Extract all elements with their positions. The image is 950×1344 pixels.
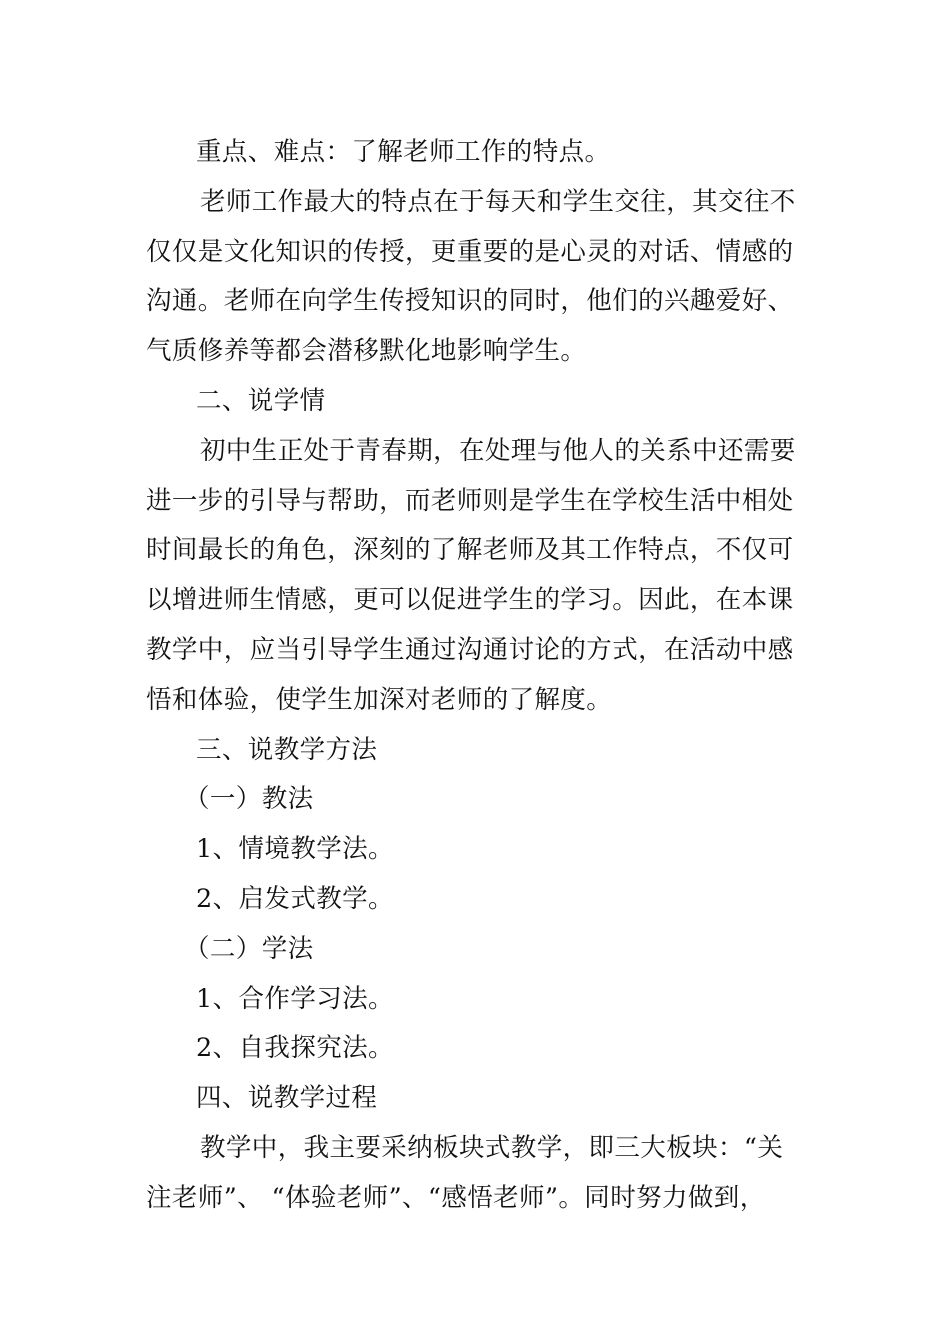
text-line: 进一步的引导与帮助，而老师则是学生在学校生活中相处	[146, 485, 794, 516]
section-heading: 四、说教学过程	[196, 1083, 378, 1114]
subsection-heading: （二）学法	[184, 933, 314, 964]
text-line: 注老师”、 “体验老师”、“感悟老师”。同时努力做到，	[146, 1182, 766, 1213]
text-line: 气质修养等都会潜移默化地影响学生。	[146, 336, 587, 367]
section-heading: 三、说教学方法	[196, 734, 378, 765]
text-line: 以增进师生情感，更可以促进学生的学习。因此，在本课	[146, 585, 794, 616]
list-item: 1、情境教学法。	[196, 834, 394, 865]
text-line: 仅仅是文化知识的传授，更重要的是心灵的对话、情感的	[146, 236, 794, 267]
text-line: 重点、难点：了解老师工作的特点。	[196, 137, 611, 167]
list-item: 2、自我探究法。	[196, 1033, 394, 1064]
list-item: 1、合作学习法。	[196, 983, 394, 1014]
document-body	[146, 128, 816, 1224]
text-line: 初中生正处于青春期，在处理与他人的关系中还需要	[200, 435, 796, 466]
subsection-heading: （一）教法	[184, 784, 314, 815]
text-line: 教学中，应当引导学生通过沟通讨论的方式，在活动中感	[146, 634, 794, 665]
text-line: 悟和体验，使学生加深对老师的了解度。	[146, 684, 613, 715]
text-line: 教学中，我主要采纳板块式教学，即三大板块：“关	[200, 1132, 784, 1163]
list-item: 2、启发式教学。	[196, 883, 394, 914]
text-line: 时间最长的角色，深刻的了解老师及其工作特点，不仅可	[146, 535, 794, 566]
section-heading: 二、说学情	[196, 385, 326, 416]
text-line: 老师工作最大的特点在于每天和学生交往，其交往不	[200, 186, 796, 217]
text-line: 沟通。老师在向学生传授知识的同时，他们的兴趣爱好、	[146, 286, 794, 317]
